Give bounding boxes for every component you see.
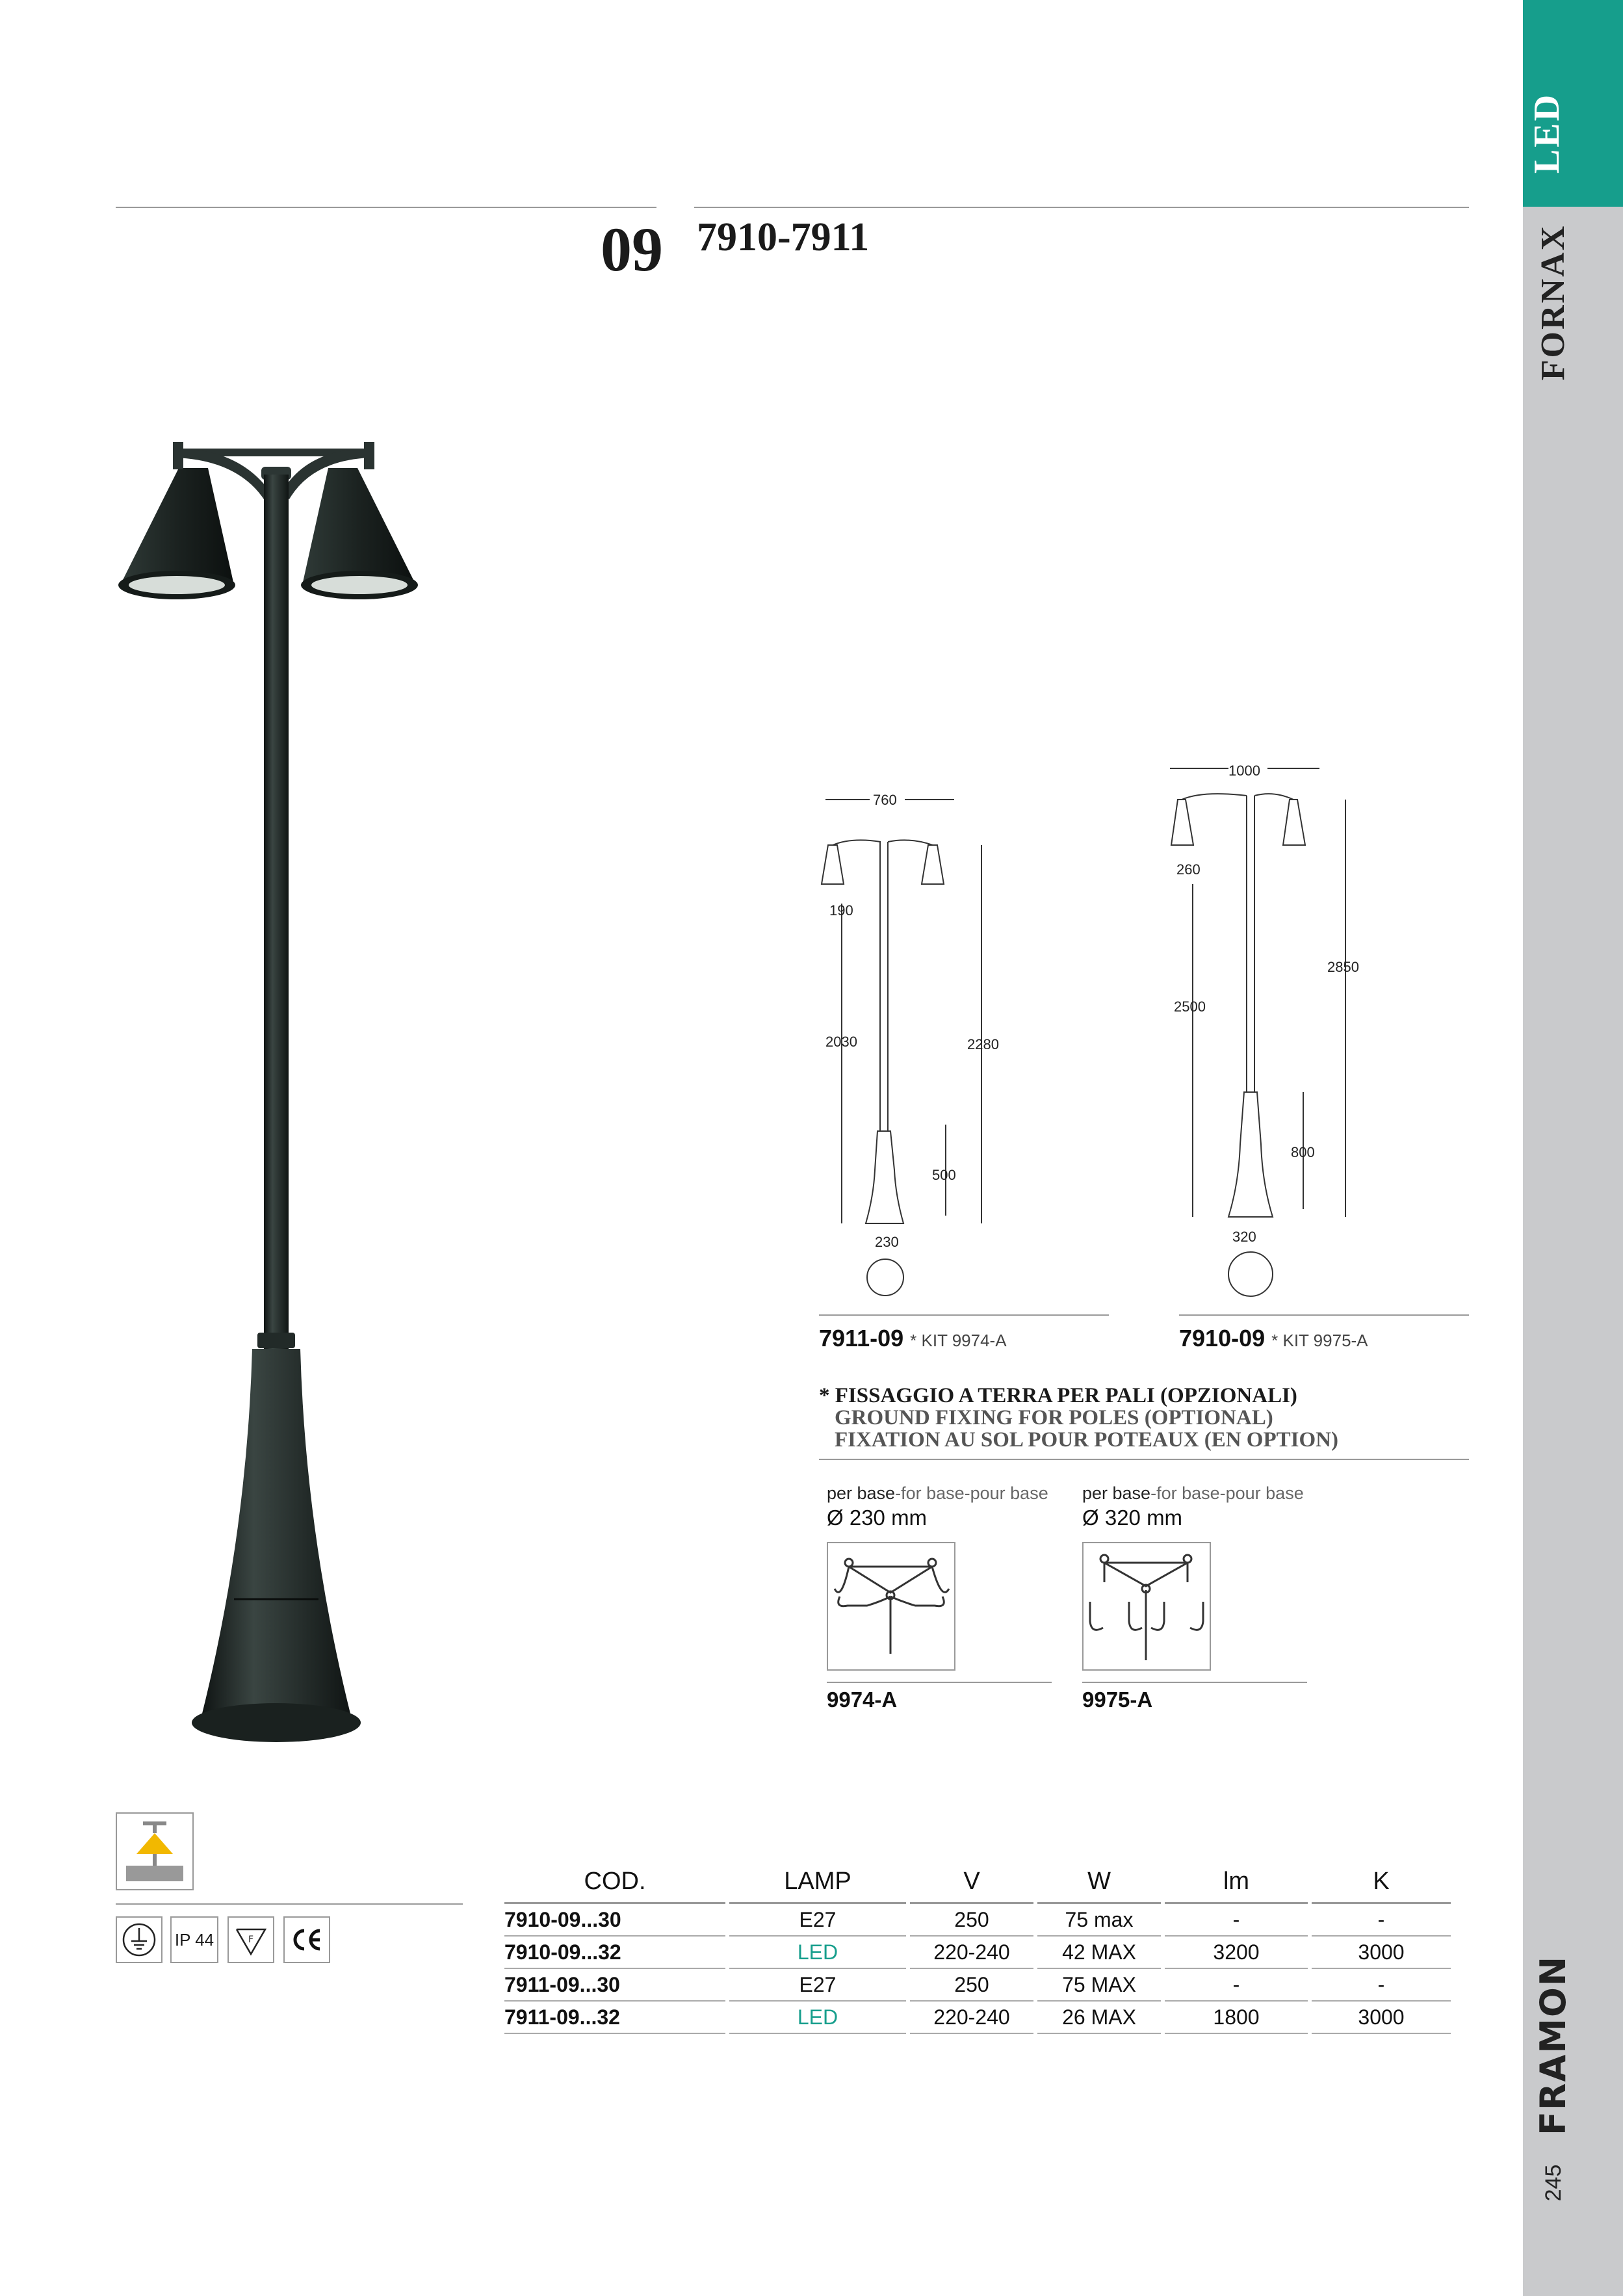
ip-rating-badge: IP 44	[170, 1916, 218, 1963]
table-row: 7910-09...32 LED 220-240 42 MAX 3200 3000	[504, 1937, 1451, 1969]
col-code: COD.	[504, 1860, 725, 1904]
drawing-rule	[1179, 1314, 1469, 1316]
flammable-surface-icon	[227, 1916, 274, 1963]
fixing-title: * FISSAGGIO A TERRA PER PALI (OPZIONALI) GROUND FIXING FOR POLES (OPTIONAL) FIXATION AU SOL POUR POTEAUX (EN OPTION)	[819, 1384, 1338, 1452]
spec-table	[500, 1860, 1455, 2034]
header-rule-left	[116, 207, 656, 208]
dim-total: 2280	[967, 1036, 999, 1052]
dim-height: 2500	[1174, 998, 1206, 1015]
col-watt: W	[1037, 1860, 1161, 1904]
col-lamp: LAMP	[729, 1860, 906, 1904]
header-rule-right	[694, 207, 1469, 208]
icon-rule	[116, 1903, 463, 1905]
dim-width: 760	[873, 792, 897, 808]
drawing-7910	[1163, 754, 1358, 1307]
fixing-rule	[819, 1459, 1469, 1460]
kit-caption: per base-for base-pour base	[827, 1483, 1048, 1503]
dim-base-height: 500	[932, 1167, 956, 1183]
svg-text:F: F	[248, 1935, 254, 1945]
kit-code: 9975-A	[1082, 1688, 1153, 1712]
kit-diameter: Ø 320 mm	[1082, 1506, 1183, 1530]
table-row: 7910-09...30 E27 250 75 max - -	[504, 1904, 1451, 1937]
floor-mount-icon	[116, 1812, 194, 1890]
dim-total: 2850	[1327, 959, 1359, 975]
ce-mark-icon	[283, 1916, 330, 1963]
earth-class-icon	[116, 1916, 162, 1963]
dim-height: 2030	[825, 1034, 857, 1050]
brand-logo: FRAMON	[1533, 1955, 1574, 2135]
drawing-rule	[819, 1314, 1109, 1316]
page-number: 245	[1541, 2164, 1566, 2202]
family-label: FORNAX	[1535, 224, 1572, 381]
table-header-row	[504, 1860, 1451, 1904]
kit-image	[827, 1542, 955, 1671]
table-row: 7911-09...32 LED 220-240 26 MAX 1800 3000	[504, 2002, 1451, 2034]
model-label: 7910-09 * KIT 9975-A	[1179, 1325, 1368, 1351]
col-kelvin: K	[1312, 1860, 1451, 1904]
kit-rule	[827, 1682, 1052, 1683]
col-voltage: V	[910, 1860, 1033, 1904]
kit-caption: per base-for base-pour base	[1082, 1483, 1304, 1503]
dim-base-dia: 230	[875, 1234, 899, 1250]
section-number: 09	[601, 215, 663, 284]
dim-base-dia: 320	[1232, 1229, 1256, 1245]
product-photo	[110, 429, 604, 1762]
col-lumen: lm	[1165, 1860, 1308, 1904]
dim-head: 190	[829, 902, 853, 919]
kit-rule	[1082, 1682, 1307, 1683]
dim-base-height: 800	[1291, 1144, 1315, 1160]
kit-diameter: Ø 230 mm	[827, 1506, 928, 1530]
table-row: 7911-09...30 E27 250 75 MAX - -	[504, 1969, 1451, 2002]
dim-head: 260	[1176, 861, 1201, 878]
category-label: LED	[1527, 92, 1567, 174]
kit-image	[1082, 1542, 1211, 1671]
kit-code: 9974-A	[827, 1688, 898, 1712]
drawing-7911	[812, 780, 1118, 1313]
model-label: 7911-09 * KIT 9974-A	[819, 1325, 1007, 1351]
dim-width: 1000	[1228, 763, 1260, 779]
product-code-title: 7910-7911	[697, 215, 870, 259]
